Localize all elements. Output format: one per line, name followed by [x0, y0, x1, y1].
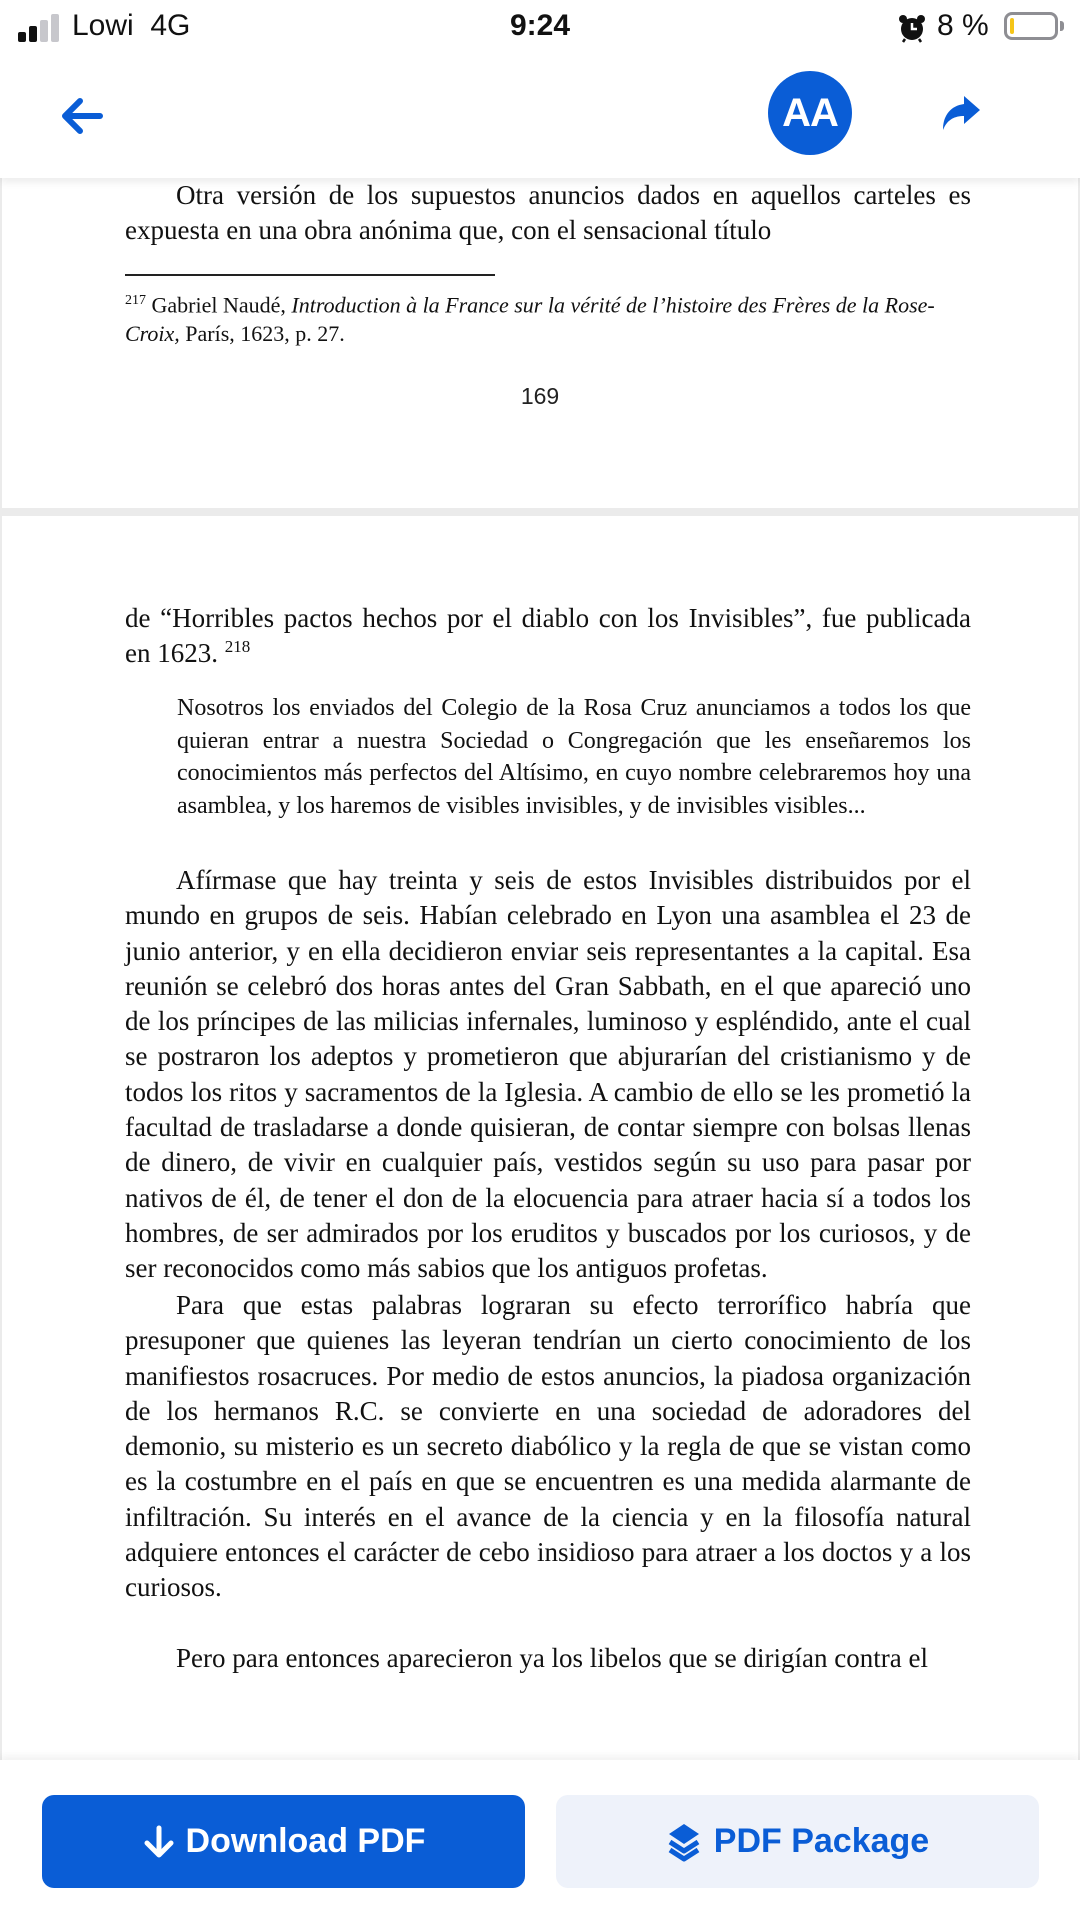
block-quote: Nosotros los enviados del Colegio de la Rosa Cruz anunciamos a todos los que quieran entrar a nuestra Sociedad o Congregación que les enseñaremos los conocimientos más perfectos del Altísimo, en cuyo nombre celebraremos hoy una asamblea, y los haremos de visibles invisibles, y de invisibles visibles...: [177, 695, 971, 819]
download-pdf-button[interactable]: [42, 1795, 525, 1888]
page-number: 169: [520, 383, 560, 409]
arrow-down-icon: [142, 1824, 176, 1860]
share-arrow-icon: [943, 96, 980, 130]
pdf-viewer[interactable]: [0, 178, 1080, 1758]
footnote-divider: [125, 274, 495, 276]
paragraph: Otra versión de los supuestos anuncios dados en aquellos carteles es expuesta en una obra anónima que, con el sensacional título: [125, 180, 971, 246]
paragraph-intro: de “Horribles pactos hechos por el diablo con los Invisibles”, fue publicada en 1623. $^{218}$: [125, 603, 971, 669]
text-size-button[interactable]: [768, 71, 852, 155]
bottom-action-bar: [0, 1760, 1080, 1920]
layers-icon: [666, 1822, 702, 1862]
pdf-page-170: [2, 516, 1078, 1816]
footnote-ref: 218: [224, 637, 251, 657]
clock: 9:24: [509, 9, 571, 42]
download-pdf-label: Download PDF: [185, 1822, 426, 1860]
pdf-page-169: [2, 138, 1078, 508]
battery-icon: [1004, 12, 1058, 40]
back-button[interactable]: [56, 90, 108, 142]
paragraph: Afírmase que hay treinta y seis de estos Invisibles distribuidos por el mundo en grupos de seis. Habían celebrado en Lyon una asamblea el 23 de junio anterior, y en ella decidieron enviar seis representantes a la capital. Esa reunión se celebró dos horas antes del Gran Sabbath, en el que apareció uno de los príncipes de las milicias infernales, luminoso y espléndido, ante el cual se postraron los adeptos y prometieron que abjurarían del cristianismo y de todos los ritos y sacramentos de la Iglesia. A cambio de ello se les prometió la facultad de trasladarse a donde quisieran, de contar siempre con bolsas llenas de dinero, de vivir en cualquier país, vestidos según su uso para pasar por nativos de él, de tener el don de la elocuencia para atraer hacia sí a todos los hombres, de ser admirados por los eruditos y buscados por los curiosos, y de ser reconocidos como más sabios que los antiguos profetas.: [125, 865, 971, 1284]
text-size-label: AA: [782, 90, 838, 135]
arrow-left-icon: [65, 101, 100, 131]
pdf-package-button[interactable]: [556, 1795, 1039, 1888]
carrier-name: Lowi 4G: [72, 9, 191, 42]
status-bar: [0, 0, 1080, 60]
paragraph-partial: Pero para entonces aparecieron ya los libelos que se dirigían contra el: [176, 1643, 928, 1673]
paragraph: Para que estas palabras lograran su efecto terrorífico habría que presuponer que quienes las leyeran tendrían un cierto conocimiento de los manifiestos rosacruces. Por medio de estos anuncios, la piadosa organización de los hermanos R.C. se convierte en una sociedad de adoradores del demonio, su misterio es un secreto diabólico y la regla de que se vistan como es la costumbre en el país en que se encuentren es una medida alarmante de infiltración. Su interés en el avance de la ciencia y en la filosofía natural adquiere entonces el carácter de cebo insidioso para atraer a los doctos y a los curiosos.: [125, 1290, 971, 1603]
alarm-icon: [897, 13, 927, 43]
share-button[interactable]: [934, 88, 984, 138]
pdf-package-label: PDF Package: [713, 1822, 930, 1860]
footnote-217: $^{217}$ Gabriel Naudé, Introduction à la France sur la vérité de l’histoire des Frères de la Rose-Croix, París, 1623, p. 27.: [125, 292, 935, 347]
battery-percent: 8 %: [937, 9, 989, 42]
battery-tip: [1060, 21, 1064, 31]
app-header: [0, 60, 1080, 178]
battery-level-fill: [1010, 18, 1014, 34]
